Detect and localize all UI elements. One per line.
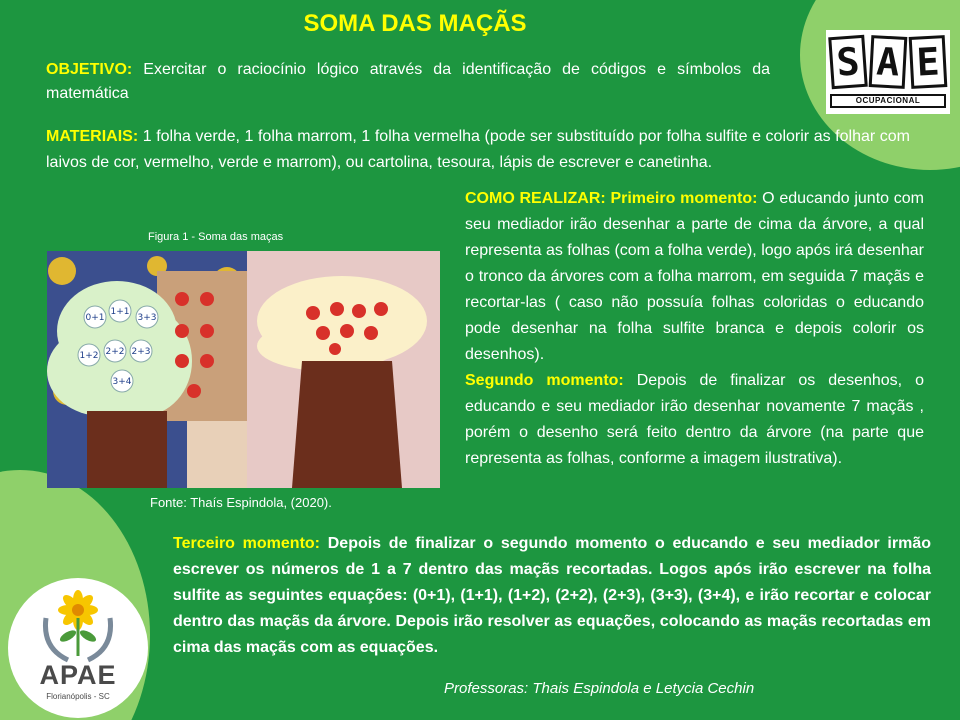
apae-flower-icon bbox=[8, 578, 148, 668]
sae-logo-subtitle: OCUPACIONAL bbox=[830, 94, 946, 108]
terceiro-momento-label: Terceiro momento: bbox=[173, 535, 321, 552]
objetivo-label: OBJETIVO: bbox=[46, 61, 133, 78]
equation-label: 1+2 bbox=[79, 351, 99, 361]
equation-label: 3+3 bbox=[137, 313, 157, 323]
page-title: SOMA DAS MAÇÃS bbox=[303, 10, 527, 37]
materiais-paragraph bbox=[46, 124, 910, 176]
equation-label: 2+2 bbox=[105, 347, 125, 357]
equation-label: 3+4 bbox=[112, 377, 132, 387]
apae-logo-name: APAE bbox=[39, 660, 117, 690]
sae-logo-letter: A bbox=[869, 35, 908, 89]
como-realizar-label: COMO REALIZAR: Primeiro momento: bbox=[465, 190, 758, 207]
segundo-momento-label: Segundo momento: bbox=[465, 372, 624, 389]
figure-caption: Figura 1 - Soma das maças bbox=[148, 231, 284, 243]
apae-logo bbox=[8, 578, 148, 718]
sae-logo-letter: S bbox=[828, 35, 868, 89]
sae-logo-letter: E bbox=[909, 35, 948, 89]
como-realizar-paragraph bbox=[465, 186, 924, 472]
figure-photo bbox=[47, 251, 440, 488]
terceiro-momento-text: Depois de finalizar o segundo momento o educando e seu mediador irmão escrever os números de 1 a 7 dentro das maçãs recortadas. Logos após irão escrever na folha sulfite as seguintes equações: (0+1), (1+1), (1+2), (2+2), (2+3), (3+3), (3+4), e irão recortar e colocar dentro das maçãs da árvore. Depois irão resolver as equações, colocando as maçãs recortadas em cima das maçãs com as equações. bbox=[173, 535, 931, 656]
objetivo-paragraph bbox=[46, 58, 770, 106]
objetivo-text: Exercitar o raciocínio lógico através da identificação de códigos e símbolos da matemática bbox=[46, 61, 770, 102]
sae-logo bbox=[826, 30, 950, 114]
teachers-credit: Professoras: Thais Espindola e Letycia Cechin bbox=[444, 680, 755, 697]
equation-label: 1+1 bbox=[110, 307, 130, 317]
materiais-text: 1 folha verde, 1 folha marrom, 1 folha vermelha (pode ser substituído por folha sulfite e colorir as folhar com laivos de cor, vermelho, verde e marrom), ou cartolina, tesoura, lápis de escrever e canetinha. bbox=[46, 128, 910, 171]
segundo-momento-text: Depois de finalizar os desenhos, o educando e seu mediador irão desenhar novamente 7 maçãs , porém o desenho será feito dentro da árvore (na parte que representa as folhas, conforme a imagem ilustrativa). bbox=[465, 372, 924, 467]
terceiro-momento-paragraph bbox=[173, 531, 931, 661]
figure-source: Fonte: Thaís Espindola, (2020). bbox=[150, 495, 332, 510]
equation-label: 0+1 bbox=[85, 313, 105, 323]
apae-logo-city: Florianópolis - SC bbox=[46, 692, 110, 701]
como-realizar-text: O educando junto com seu mediador irão desenhar a parte de cima da árvore, a qual representa as folhas (com a folha verde), logo após irá desenhar o tronco da árvores com a folha marrom, em seguida 7 maçãs e recortar-las ( caso não possuía folhas coloridas o educando pode desenhar na folha sulfite branca e depois colorir os desenhos). bbox=[465, 190, 925, 363]
materiais-label: MATERIAIS: bbox=[46, 128, 139, 145]
equation-label: 2+3 bbox=[131, 347, 151, 357]
